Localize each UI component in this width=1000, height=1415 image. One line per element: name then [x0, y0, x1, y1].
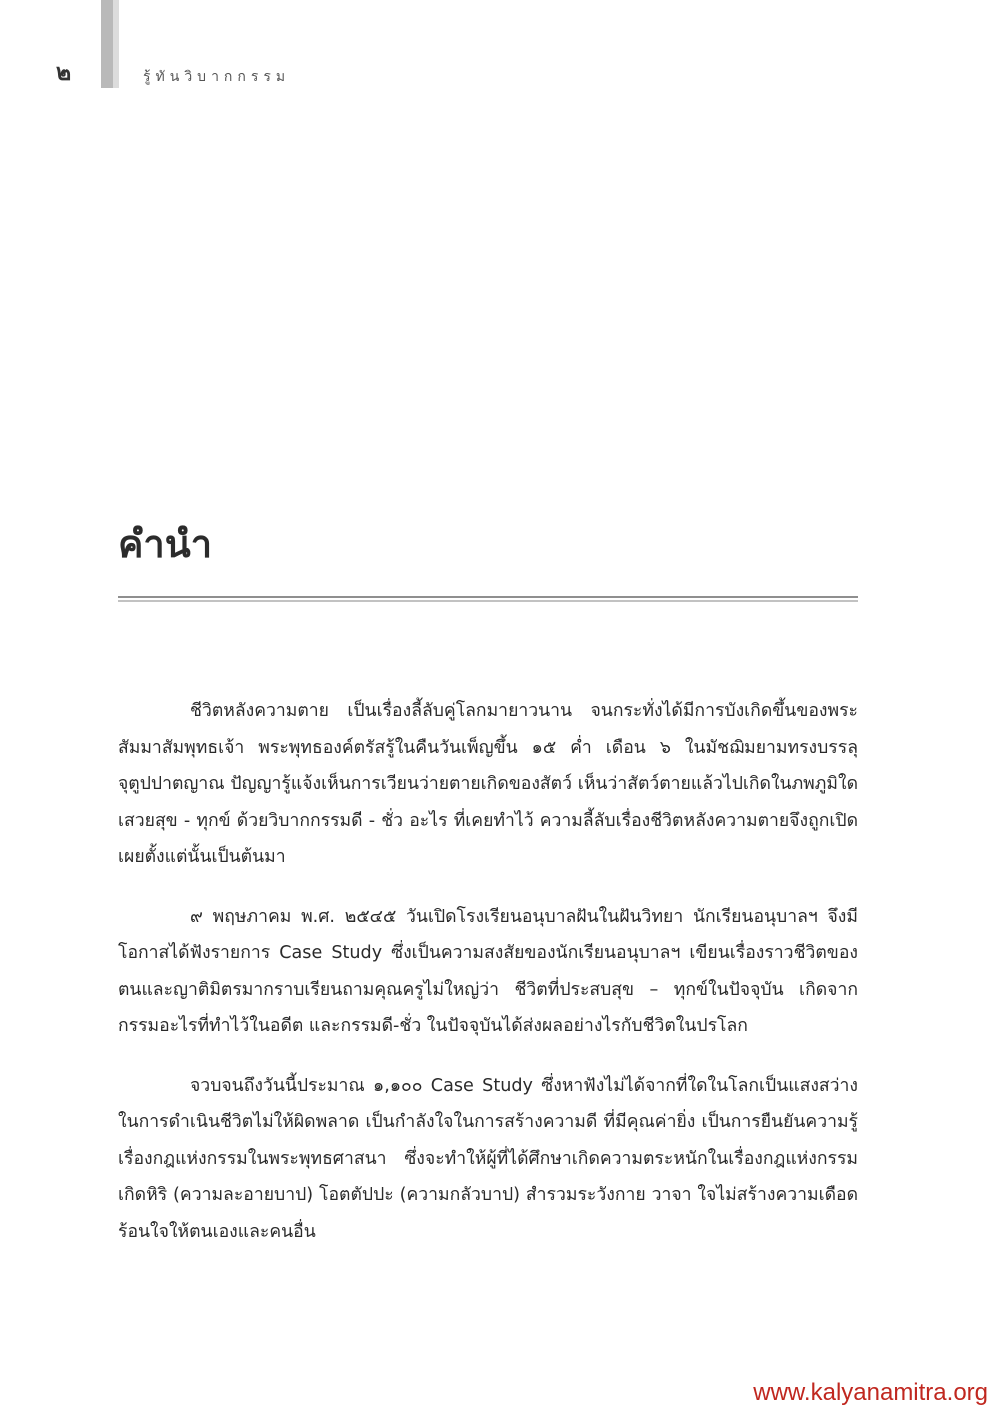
page-number: ๒ [56, 60, 72, 86]
running-header-title: รู้ทันวิบากกรรม [143, 69, 291, 85]
paragraph: ๙ พฤษภาคม พ.ศ. ๒๕๔๕ วันเปิดโรงเรียนอนุบาลฝันในฝันวิทยา นักเรียนอนุบาลฯ จึงมีโอกาสได้ฟังรายการ Case Study ซึ่งเป็นความสงสัยของนักเรียนอนุบาลฯ เขียนเรื่องราวชีวิตของตนและญาติมิตรมากราบเรียนถามคุณครูไม่ใหญ่ว่า ชีวิตที่ประสบสุข – ทุกข์ในปัจจุบัน เกิดจากกรรมอะไรที่ทำไว้ในอดีต และกรรมดี-ชั่ว ในปัจจุบันได้ส่งผลอย่างไรกับชีวิตในปรโลก [118, 906, 858, 1036]
paragraph: ชีวิตหลังความตาย เป็นเรื่องลี้ลับคู่โลกมายาวนาน จนกระทั่งได้มีการบังเกิดขึ้นของพระสัมมาสัมพุทธเจ้า พระพุทธองค์ตรัสรู้ในคืนวันเพ็ญขึ้น ๑๕ ค่ำ เดือน ๖ ในมัชฌิมยามทรงบรรลุจุตูปปาตญาณ ปัญญารู้แจ้งเห็นการเวียนว่ายตายเกิดของสัตว์ เห็นว่าสัตว์ตายแล้วไปเกิดในภพภูมิใด เสวยสุข - ทุกข์ ด้วยวิบากกรรมดี - ชั่ว อะไร ที่เคยทำไว้ ความลี้ลับเรื่องชีวิตหลังความตายจึงถูกเปิดเผยตั้งแต่นั้นเป็นต้นมา [118, 701, 858, 867]
paragraph: จวบจนถึงวันนี้ประมาณ ๑,๑๐๐ Case Study ซึ่งหาฟังไม่ได้จากที่ใดในโลกเป็นแสงสว่างในการดำเนินชีวิตไม่ให้ผิดพลาด เป็นกำลังใจในการสร้างความดี ที่มีคุณค่ายิ่ง เป็นการยืนยันความรู้เรื่องกฎแห่งกรรมในพระพุทธศาสนา ซึ่งจะทำให้ผู้ที่ได้ศึกษาเกิดความตระหนักในเรื่องกฎแห่งกรรม เกิดหิริ (ความละอายบาป) โอตตัปปะ (ความกลัวบาป) สำรวมระวังกาย วาจา ใจไม่สร้างความเดือดร้อนใจให้ตนเองและคนอื่น [118, 1075, 858, 1242]
website-link[interactable]: www.kalyanamitra.org [753, 1379, 988, 1406]
chapter-title: คำนำ [118, 522, 213, 566]
title-divider [118, 596, 858, 602]
spine-bar [101, 0, 119, 88]
body-text [118, 693, 858, 1273]
